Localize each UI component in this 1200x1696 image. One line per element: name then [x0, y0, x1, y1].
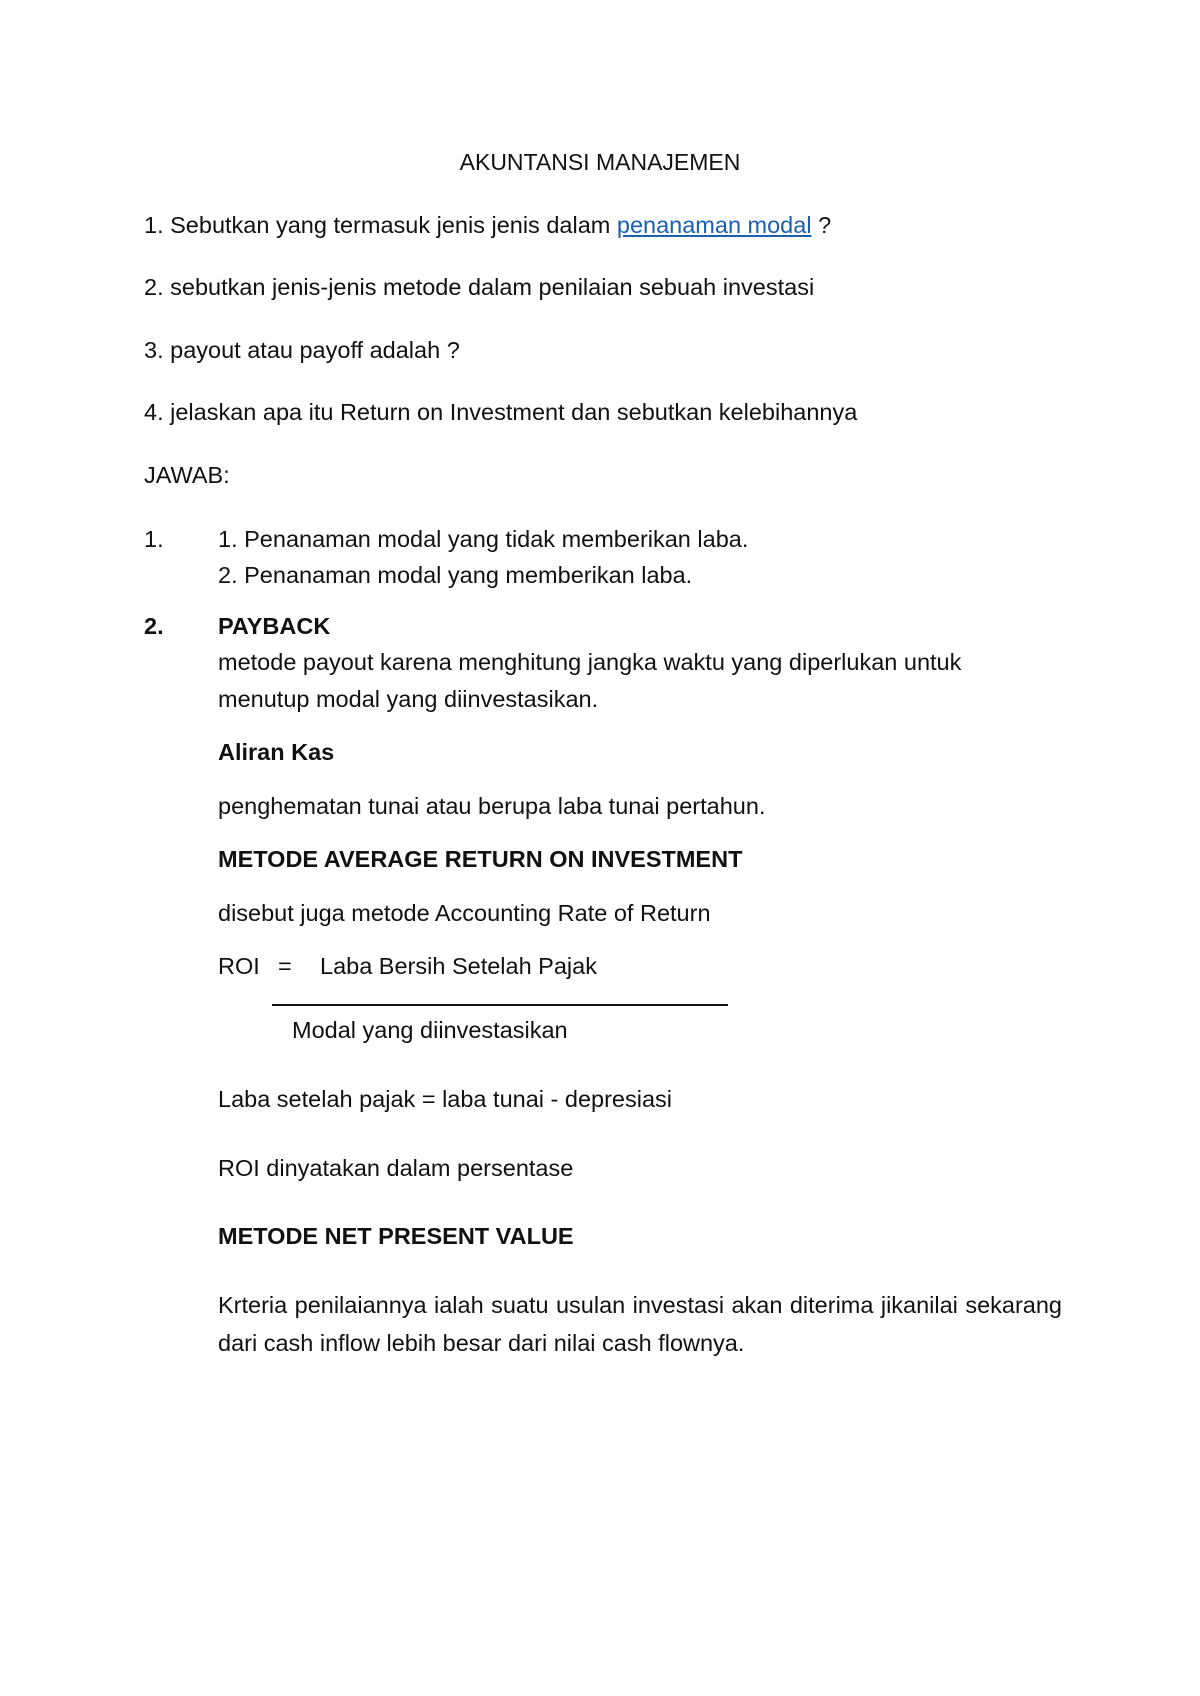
question-1-suffix: ?: [811, 212, 832, 238]
penanaman-modal-link[interactable]: penanaman modal: [616, 212, 812, 238]
document-title: AKUNTANSI MANAJEMEN: [459, 149, 741, 175]
formula-denominator: Modal yang diinvestasikan: [292, 1017, 568, 1043]
formula-roi-label: ROI: [218, 953, 260, 979]
aliran-kas-text: penghematan tunai atau berupa laba tunai pertahun.: [218, 793, 766, 819]
aliran-kas-heading: Aliran Kas: [218, 739, 335, 765]
question-4: 4. jelaskan apa itu Return on Investment dan sebutkan kelebihannya: [144, 399, 858, 425]
answer-1-item: 2. Penanaman modal yang memberikan laba.: [218, 562, 693, 588]
npv-text: Krteria penilaiannya ialah suatu usulan investasi akan diterima jikanilai sekarang dari cash inflow lebih besar dari nilai cash flownya.: [218, 1292, 1062, 1356]
formula-numerator: Laba Bersih Setelah Pajak: [320, 953, 597, 979]
payback-text-line-1: metode payout karena menghitung jangka waktu yang diperlukan untuk: [218, 649, 962, 675]
answer-1-item: 1. Penanaman modal yang tidak memberikan laba.: [218, 526, 749, 552]
roi-percent-text: ROI dinyatakan dalam persentase: [218, 1155, 574, 1181]
formula-fraction-bar: [272, 1004, 728, 1006]
question-3: 3. payout atau payoff adalah ?: [144, 337, 460, 363]
answer-1-number: 1.: [144, 526, 164, 552]
answer-2-number: 2.: [144, 613, 164, 639]
question-1: [144, 210, 831, 240]
average-roi-heading: METODE AVERAGE RETURN ON INVESTMENT: [218, 846, 743, 872]
question-1-prefix: 1. Sebutkan yang termasuk jenis jenis dalam: [144, 212, 617, 238]
payback-text-line-2: menutup modal yang diinvestasikan.: [218, 686, 599, 712]
average-roi-text: disebut juga metode Accounting Rate of Return: [218, 900, 711, 926]
npv-heading: METODE NET PRESENT VALUE: [218, 1223, 574, 1249]
formula-equals-sign: =: [278, 953, 292, 979]
answer-heading: JAWAB:: [144, 462, 230, 488]
laba-setelah-pajak-text: Laba setelah pajak = laba tunai - depresiasi: [218, 1086, 672, 1112]
question-2: 2. sebutkan jenis-jenis metode dalam penilaian sebuah investasi: [144, 274, 815, 300]
payback-heading: PAYBACK: [218, 613, 331, 639]
